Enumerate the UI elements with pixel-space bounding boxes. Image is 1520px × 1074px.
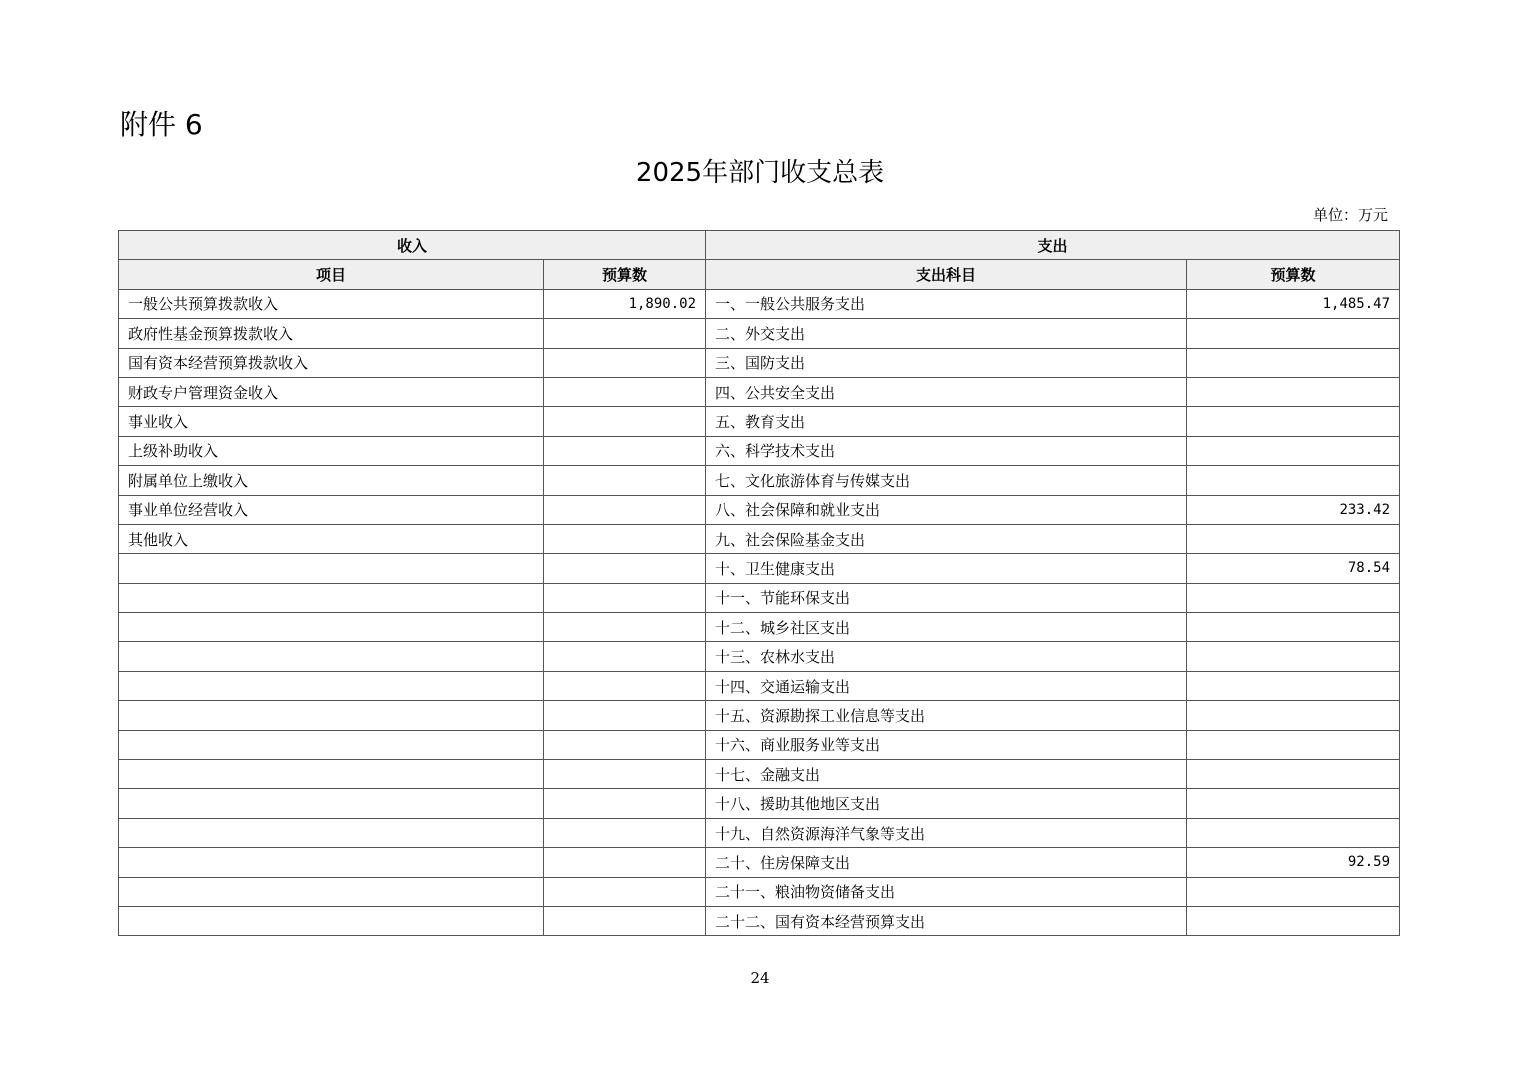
expense-amount-cell — [1187, 906, 1400, 935]
table-row — [119, 377, 1400, 406]
table-row — [119, 906, 1400, 935]
expense-item-cell: 七、文化旅游体育与传媒支出 — [706, 466, 1187, 495]
income-item-cell — [119, 730, 544, 759]
expense-amount-cell: 78.54 — [1187, 554, 1400, 583]
income-amount-cell — [544, 730, 706, 759]
income-amount-cell — [544, 818, 706, 847]
income-item-cell — [119, 583, 544, 612]
income-amount-cell — [544, 701, 706, 730]
expense-group-header: 支出 — [706, 231, 1400, 260]
expense-amount-cell: 233.42 — [1187, 495, 1400, 524]
income-item-cell: 事业单位经营收入 — [119, 495, 544, 524]
budget-table — [118, 230, 1400, 936]
unit-label: 单位：万元 — [1312, 206, 1388, 224]
table-row — [119, 466, 1400, 495]
income-item-cell — [119, 789, 544, 818]
income-amount-cell — [544, 760, 706, 789]
expense-amount-cell — [1187, 377, 1400, 406]
table-row — [119, 436, 1400, 465]
expense-item-cell: 十九、自然资源海洋气象等支出 — [706, 818, 1187, 847]
income-amount-cell — [544, 613, 706, 642]
expense-amount-cell — [1187, 642, 1400, 671]
table-row — [119, 642, 1400, 671]
table-row — [119, 818, 1400, 847]
expense-item-cell: 十五、资源勘探工业信息等支出 — [706, 701, 1187, 730]
income-item-cell — [119, 642, 544, 671]
table-row — [119, 583, 1400, 612]
income-item-cell: 国有资本经营预算拨款收入 — [119, 348, 544, 377]
income-amount-cell — [544, 877, 706, 906]
expense-item-cell: 十八、援助其他地区支出 — [706, 789, 1187, 818]
income-amount-cell — [544, 348, 706, 377]
income-amount-cell — [544, 848, 706, 877]
table-row — [119, 789, 1400, 818]
expense-item-cell: 十四、交通运输支出 — [706, 671, 1187, 700]
income-item-cell: 附属单位上缴收入 — [119, 466, 544, 495]
income-item-cell — [119, 671, 544, 700]
expense-item-cell: 二十、住房保障支出 — [706, 848, 1187, 877]
income-item-cell — [119, 701, 544, 730]
expense-amount-header: 预算数 — [1187, 260, 1400, 289]
income-amount-header: 预算数 — [544, 260, 706, 289]
expense-item-cell: 十、卫生健康支出 — [706, 554, 1187, 583]
income-amount-cell — [544, 554, 706, 583]
expense-item-cell: 二十一、粮油物资储备支出 — [706, 877, 1187, 906]
table-row — [119, 760, 1400, 789]
attachment-label: 附件 6 — [120, 108, 203, 141]
expense-amount-cell — [1187, 613, 1400, 642]
income-item-cell — [119, 877, 544, 906]
table-row — [119, 407, 1400, 436]
expense-amount-cell — [1187, 760, 1400, 789]
table-row — [119, 877, 1400, 906]
expense-item-cell: 六、科学技术支出 — [706, 436, 1187, 465]
budget-table-body — [119, 289, 1400, 936]
expense-item-cell: 九、社会保险基金支出 — [706, 524, 1187, 553]
income-amount-cell — [544, 466, 706, 495]
expense-amount-cell — [1187, 348, 1400, 377]
income-item-header: 项目 — [119, 260, 544, 289]
income-amount-cell — [544, 377, 706, 406]
expense-amount-cell — [1187, 319, 1400, 348]
table-row — [119, 319, 1400, 348]
income-amount-cell — [544, 906, 706, 935]
expense-amount-cell — [1187, 877, 1400, 906]
expense-amount-cell — [1187, 671, 1400, 700]
income-amount-cell: 1,890.02 — [544, 289, 706, 318]
table-row — [119, 730, 1400, 759]
page-title: 2025年部门收支总表 — [635, 158, 885, 188]
income-item-cell — [119, 848, 544, 877]
expense-amount-cell — [1187, 436, 1400, 465]
expense-amount-cell — [1187, 407, 1400, 436]
income-item-cell — [119, 760, 544, 789]
table-row — [119, 848, 1400, 877]
expense-item-cell: 十一、节能环保支出 — [706, 583, 1187, 612]
table-row — [119, 495, 1400, 524]
income-item-cell — [119, 906, 544, 935]
expense-amount-cell — [1187, 730, 1400, 759]
expense-amount-cell — [1187, 701, 1400, 730]
expense-item-cell: 二、外交支出 — [706, 319, 1187, 348]
table-row — [119, 613, 1400, 642]
expense-amount-cell: 92.59 — [1187, 848, 1400, 877]
expense-item-header: 支出科目 — [706, 260, 1187, 289]
table-row — [119, 524, 1400, 553]
income-amount-cell — [544, 524, 706, 553]
expense-item-cell: 十七、金融支出 — [706, 760, 1187, 789]
income-amount-cell — [544, 671, 706, 700]
table-row — [119, 348, 1400, 377]
column-header-row — [119, 260, 1400, 289]
expense-amount-cell: 1,485.47 — [1187, 289, 1400, 318]
expense-item-cell: 十三、农林水支出 — [706, 642, 1187, 671]
expense-item-cell: 十二、城乡社区支出 — [706, 613, 1187, 642]
expense-item-cell: 五、教育支出 — [706, 407, 1187, 436]
income-item-cell: 事业收入 — [119, 407, 544, 436]
expense-item-cell: 十六、商业服务业等支出 — [706, 730, 1187, 759]
income-item-cell: 一般公共预算拨款收入 — [119, 289, 544, 318]
table-row — [119, 554, 1400, 583]
expense-amount-cell — [1187, 524, 1400, 553]
expense-amount-cell — [1187, 583, 1400, 612]
income-item-cell: 其他收入 — [119, 524, 544, 553]
income-amount-cell — [544, 319, 706, 348]
income-amount-cell — [544, 642, 706, 671]
expense-item-cell: 八、社会保障和就业支出 — [706, 495, 1187, 524]
table-row — [119, 701, 1400, 730]
expense-item-cell: 一、一般公共服务支出 — [706, 289, 1187, 318]
income-amount-cell — [544, 789, 706, 818]
expense-amount-cell — [1187, 818, 1400, 847]
income-amount-cell — [544, 495, 706, 524]
page-number: 24 — [750, 969, 770, 987]
income-amount-cell — [544, 407, 706, 436]
table-row — [119, 671, 1400, 700]
expense-item-cell: 三、国防支出 — [706, 348, 1187, 377]
income-item-cell — [119, 613, 544, 642]
income-amount-cell — [544, 583, 706, 612]
income-item-cell — [119, 818, 544, 847]
income-item-cell: 财政专户管理资金收入 — [119, 377, 544, 406]
income-group-header: 收入 — [119, 231, 706, 260]
income-amount-cell — [544, 436, 706, 465]
income-item-cell: 上级补助收入 — [119, 436, 544, 465]
expense-item-cell: 二十二、国有资本经营预算支出 — [706, 906, 1187, 935]
income-item-cell: 政府性基金预算拨款收入 — [119, 319, 544, 348]
expense-amount-cell — [1187, 789, 1400, 818]
group-header-row — [119, 231, 1400, 260]
table-row — [119, 289, 1400, 318]
expense-item-cell: 四、公共安全支出 — [706, 377, 1187, 406]
income-item-cell — [119, 554, 544, 583]
expense-amount-cell — [1187, 466, 1400, 495]
